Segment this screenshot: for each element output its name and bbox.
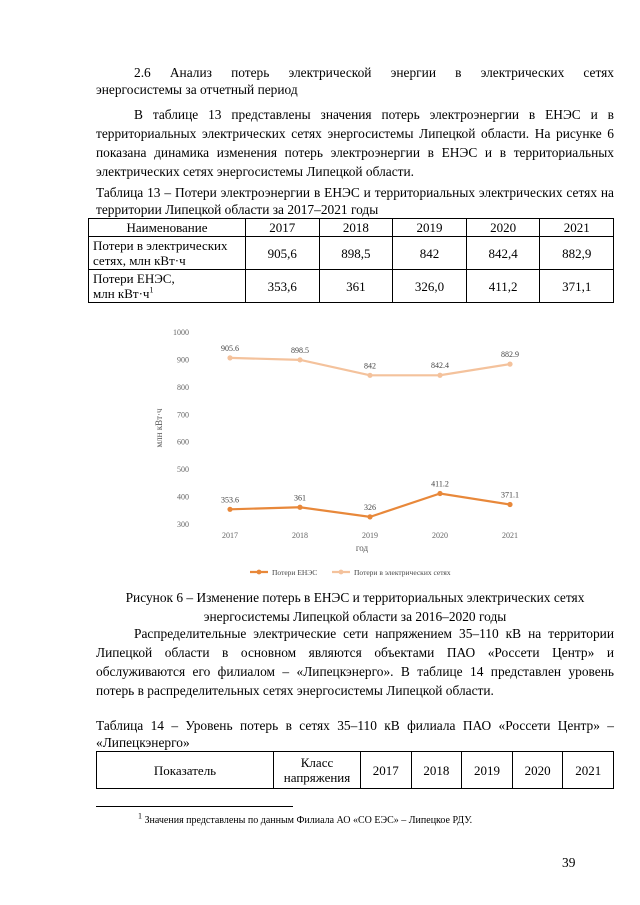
y-tick-label: 700 [177, 410, 189, 420]
data-label: 842 [364, 361, 376, 371]
data-point [507, 362, 512, 367]
data-point [367, 514, 372, 519]
table14-header-cell: Класс напряжения [274, 752, 361, 789]
table13-row [89, 237, 614, 270]
table13-cell: 905,6 [246, 237, 320, 270]
chart-canvas [150, 322, 550, 584]
y-axis-title: млн кВт·ч [154, 408, 164, 448]
table13-header-cell: 2017 [246, 219, 320, 237]
table13-cell: 361 [319, 270, 393, 303]
y-tick-label: 900 [177, 355, 189, 365]
table13-row [89, 270, 614, 303]
data-label: 371.1 [501, 490, 519, 500]
data-label: 353.6 [221, 495, 239, 505]
figure-caption-line: энергосистемы Липецкой области за 2016–2020 годы [203, 609, 507, 624]
table13-cell: 411,2 [466, 270, 540, 303]
legend-marker [257, 570, 262, 575]
table13-header-cell: 2019 [393, 219, 467, 237]
data-point [507, 502, 512, 507]
x-tick-label: 2020 [432, 531, 448, 540]
table13-row-label [89, 270, 246, 303]
table14-header-cell: 2018 [411, 752, 462, 789]
data-point [297, 505, 302, 510]
data-label: 842.4 [431, 361, 449, 371]
table13-header-cell: Наименование [89, 219, 246, 237]
table13-header-row [89, 219, 614, 237]
table14-header-cell: Показатель [97, 752, 274, 789]
row-label-line: Потери ЕНЭС, [93, 271, 175, 286]
footnote-text: Значения представлены по данным Филиала АО «СО ЕЭС» – Липецкое РДУ. [144, 815, 473, 826]
data-label: 326 [364, 502, 376, 512]
legend-label: Потери ЕНЭС [272, 568, 318, 577]
table13 [88, 218, 614, 303]
row-label-text: млн кВт·ч [93, 286, 150, 301]
section-heading: 2.6 Анализ потерь электрической энергии в электрических сетях [134, 65, 614, 80]
table14-header-cell: 2019 [462, 752, 513, 789]
footnote-mark: 1 [149, 285, 154, 295]
table13-cell: 842,4 [466, 237, 540, 270]
data-point [297, 357, 302, 362]
loss-line-chart [150, 322, 550, 584]
table14-header-cell: 2020 [512, 752, 563, 789]
data-point [437, 491, 442, 496]
data-label: 361 [294, 493, 306, 503]
table13-cell: 371,1 [540, 270, 614, 303]
table13-cell: 326,0 [393, 270, 467, 303]
data-point [367, 373, 372, 378]
data-point [437, 373, 442, 378]
footnote-mark: 1 [138, 811, 142, 821]
data-point [227, 507, 232, 512]
footnote [138, 811, 473, 827]
x-tick-label: 2021 [502, 531, 518, 540]
data-label: 898.5 [291, 345, 309, 355]
y-tick-label: 800 [177, 382, 189, 392]
table13-cell: 898,5 [319, 237, 393, 270]
data-label: 411.2 [431, 479, 449, 489]
y-tick-label: 1000 [173, 328, 189, 337]
table13-row-label [89, 237, 246, 270]
table14 [96, 751, 614, 789]
table13-cell: 882,9 [540, 237, 614, 270]
section-heading-continued: энергосистемы за отчетный период [96, 82, 298, 97]
x-axis-title: год [355, 543, 369, 553]
table14-caption: Таблица 14 – Уровень потерь в сетях 35–110 кВ филиала ПАО «Россети Центр» – «Липецкэнерго» [96, 718, 614, 750]
table14-header-cell: 2017 [361, 752, 412, 789]
y-tick-label: 500 [177, 465, 189, 475]
table13-caption: Таблица 13 – Потери электроэнергии в ЕНЭС и территориальных электрических сетях на территории Липецкой области за 2017–2021 годы [96, 185, 614, 217]
x-tick-label: 2017 [222, 531, 238, 540]
data-label: 882.9 [501, 350, 519, 360]
table14-header-cell: 2021 [563, 752, 614, 789]
y-tick-label: 600 [177, 437, 189, 447]
table13-header-cell: 2020 [466, 219, 540, 237]
data-label: 905.6 [221, 343, 239, 353]
figure-caption [96, 588, 614, 626]
table14-header-row [97, 752, 614, 789]
figure-caption-line: Рисунок 6 – Изменение потерь в ЕНЭС и территориальных электрических сетях [125, 590, 585, 605]
footnote-separator [96, 806, 293, 807]
page-number: 39 [562, 855, 576, 870]
row-label-line: сетях, млн кВт·ч [93, 253, 186, 268]
table13-cell: 353,6 [246, 270, 320, 303]
legend-label: Потери в электрических сетях [354, 568, 451, 577]
row-label-line: Потери в электрических [93, 238, 228, 253]
table13-cell: 842 [393, 237, 467, 270]
x-tick-label: 2019 [362, 531, 378, 540]
table13-header-cell: 2018 [319, 219, 393, 237]
data-point [227, 355, 232, 360]
y-tick-label: 300 [177, 520, 189, 529]
paragraph-table13-intro: В таблице 13 представлены значения потерь электроэнергии в ЕНЭС и в территориальных электрических сетях энергосистемы Липецкой области. На рисунке 6 показана динамика изменения потерь электроэнергии в ЕНЭС и в территориальных электрических сетях энергосистемы Липецкой области. [96, 107, 614, 179]
legend-marker [339, 570, 344, 575]
x-tick-label: 2018 [292, 531, 308, 540]
row-label-line [93, 286, 241, 301]
paragraph-distribution-networks: Распределительные электрические сети напряжением 35–110 кВ на территории Липецкой области в основном являются объектами ПАО «Россети Центр» и обслуживаются его филиалом – «Липецкэнерго». В таблице 14 представлен уровень потерь в распределительных сетях энергосистемы Липецкой области. [96, 626, 614, 698]
table13-header-cell: 2021 [540, 219, 614, 237]
y-tick-label: 400 [177, 492, 189, 502]
